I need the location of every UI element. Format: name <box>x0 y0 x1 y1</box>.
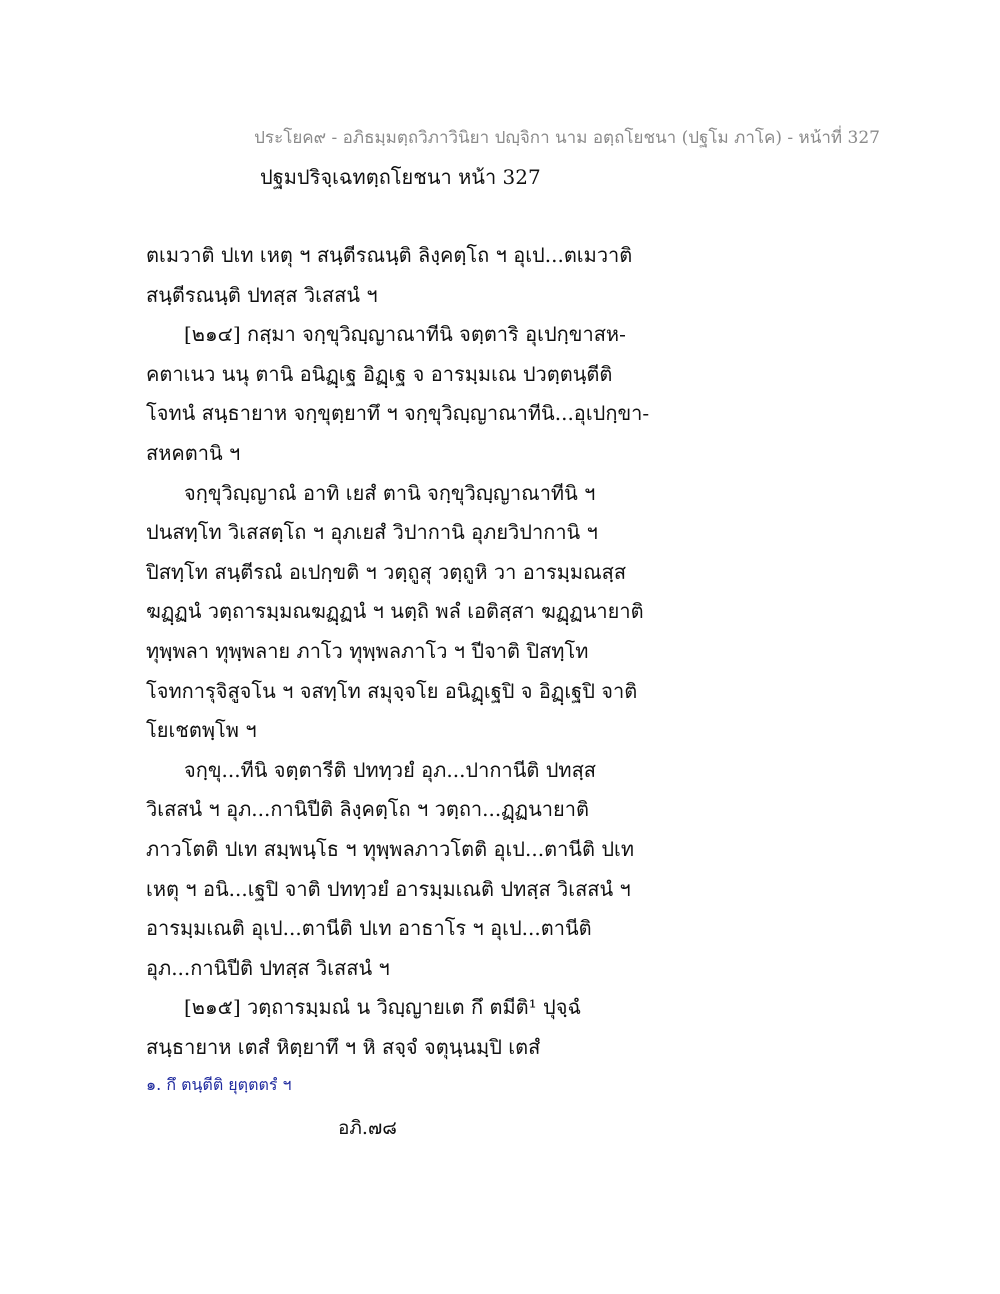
text-line: ภาวโตติ ปเท สมฺพนฺโธ ฯ ทุพฺพลภาวโตติ อุเป...ตานีติ ปเท <box>146 836 635 861</box>
paragraph-start-line: [๒๑๕] วตฺถารมฺมณํ น วิญฺญายเต กึ ตมีติ¹ ปุจฺฉํ <box>184 995 582 1020</box>
text-line: ฆฏฺฏนํ วตฺถารมฺมณฆฏฺฏนํ ฯ นตฺถิ พลํ เอติสฺสา ฆฏฺฏนายาติ <box>146 599 644 624</box>
text-line: ตเมวาติ ปเท เหตุ ฯ สนฺตีรณนฺติ ลิงฺคตฺโถ ฯ อุเป...ตเมวาติ <box>146 243 633 267</box>
text-line: อุภ...กานิปีติ ปทสฺส วิเสสนํ ฯ <box>146 955 390 980</box>
body-text <box>146 236 666 1067</box>
text-line: สนฺธายาห เตสํ หิตฺยาทึ ฯ หิ สจฺจํ จตุนฺนมฺปิ เตสํ <box>146 1034 541 1059</box>
text-line: โยเชตพฺโพ ฯ <box>146 718 257 743</box>
paragraph-start-line: จกฺขุ...ทีนิ จตฺตารีติ ปททฺวยํ อุภ...ปากานีติ ปทสฺส <box>184 757 597 782</box>
text-line: โจทนํ สนฺธายาห จกฺขุตฺยาทึ ฯ จกฺขุวิญฺญาณาทีนิ...อุเปกฺขา- <box>146 401 650 426</box>
text-line: โจทการุจิสูจโน ฯ จสทฺโท สมุจฺจโย อนิฏฺเฐปิ จ อิฏฺเฐปิ จาติ <box>146 678 638 703</box>
text-line: ทุพฺพลา ทุพฺพลาย ภาโว ทุพฺพลภาโว ฯ ปีจาติ ปิสทฺโท <box>146 638 589 663</box>
text-line: สนฺตีรณนฺติ ปทสฺส วิเสสนํ ฯ <box>146 282 378 307</box>
text-line: สหคตานิ ฯ <box>146 440 241 465</box>
paragraph-start-line: จกฺขุวิญฺญาณํ อาทิ เยสํ ตานิ จกฺขุวิญฺญาณาทีนิ ฯ <box>184 480 596 505</box>
page-marker: อภิ.๗๘ <box>338 1117 397 1139</box>
text-line: วิเสสนํ ฯ อุภ...กานิปีติ ลิงฺคตฺโถ ฯ วตฺถา...ฏฺฏนายาติ <box>146 797 589 822</box>
footnote: ๑. กึ ตนฺตีติ ยุตฺตตรํ ฯ <box>146 1075 292 1094</box>
text-line: เหตุ ฯ อนิ...เฐปิ จาติ ปททฺวยํ อารมฺมเณติ ปทสฺส วิเสสนํ ฯ <box>146 876 631 901</box>
text-line: ปนสทฺโท วิเสสตฺโถ ฯ อุภเยสํ วิปากานิ อุภยวิปากานิ ฯ <box>146 520 598 545</box>
paragraph-start-line: [๒๑๔] กสฺมา จกฺขุวิญฺญาณาทีนิ จตฺตาริ อุเปกฺขาสห- <box>184 322 626 347</box>
text-line: ปิสทฺโท สนฺตีรณํ อเปกฺขติ ฯ วตฺถูสุ วตฺถูหิ วา อารมฺมณสฺส <box>146 559 627 584</box>
text-line: อารมฺมเณติ อุเป...ตานีติ ปเท อาธาโร ฯ อุเป...ตานีติ <box>146 916 592 941</box>
section-title: ปฐมปริจฺเฉทตฺถโยชนา หน้า 327 <box>260 165 541 189</box>
running-header: ประโยค๙ - อภิธมฺมตฺถวิภาวินิยา ปญฺจิกา นาม อตฺถโยชนา (ปฐโม ภาโค) - หน้าที่ 327 <box>254 128 880 148</box>
text-line: คตาเนว นนุ ตานิ อนิฏฺเฐ อิฏฺเฐ จ อารมฺมเณ ปวตฺตนฺตีติ <box>146 361 613 386</box>
